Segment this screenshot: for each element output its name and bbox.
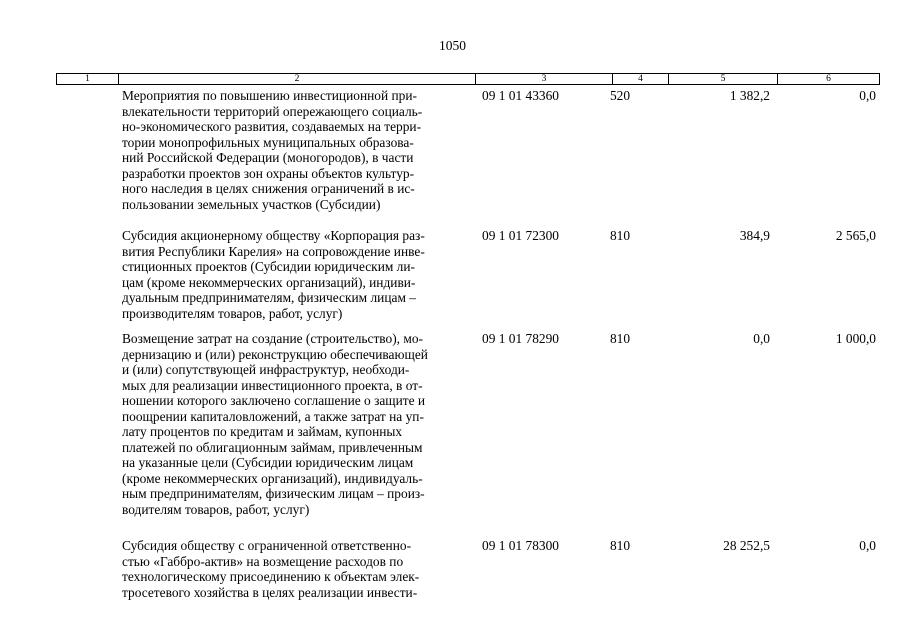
column-header-3: 3 [475, 74, 612, 84]
row-expense-type: 810 [609, 538, 631, 553]
row-value-year-2: 0,0 [859, 538, 876, 553]
row-value-year-2: 0,0 [859, 88, 876, 103]
column-header-4: 4 [612, 74, 668, 84]
row-expense-type: 520 [609, 88, 631, 103]
column-header-5: 5 [668, 74, 777, 84]
row-expense-type: 810 [609, 331, 631, 346]
page-number: 1050 [439, 38, 466, 53]
column-header-2: 2 [118, 74, 475, 84]
row-value-year-1: 28 252,5 [723, 538, 770, 553]
row-expense-type: 810 [609, 228, 631, 243]
row-value-year-2: 1 000,0 [835, 331, 876, 346]
row-value-year-1: 384,9 [739, 228, 770, 243]
row-target-code: 09 1 01 72300 [482, 228, 559, 243]
row-target-code: 09 1 01 78290 [482, 331, 559, 346]
column-header-6: 6 [777, 74, 879, 84]
row-value-year-1: 0,0 [753, 331, 770, 346]
table-header-row [56, 73, 880, 85]
row-target-code: 09 1 01 78300 [482, 538, 559, 553]
row-description: Мероприятия по повышению инвестиционной при- влекательности территорий опережающего социаль- но-экономического развития, создаваемых на терри- тории монопрофильных муниципальных образова- ний Российской Федерации (моногородов), в части разработки проектов зон охраны объектов культур- ного наследия в целях снижения ограничений в ис- пользовании земельных участков (Субсидии) [122, 88, 423, 212]
row-value-year-1: 1 382,2 [729, 88, 770, 103]
column-header-1: 1 [85, 74, 90, 84]
row-description: Возмещение затрат на создание (строительство), мо- дернизацию и (или) реконструкцию обеспечивающей и (или) сопутствующей инфраструктур, необходи- мых для реализации инвестиционного проекта, в от- ношении которого заключено соглашение о защите и поощрении капиталовложений, а также затрат на уп- лату процентов по кредитам и займам, купонных платежей по облигационным займам, привлеченным на указанные цели (Субсидии юридическим лицам (кроме некоммерческих организаций), индивидуаль- ным предпринимателям, физическим лицам – произ- водителям товаров, работ, услуг) [122, 331, 428, 517]
row-value-year-2: 2 565,0 [835, 228, 876, 243]
row-description: Субсидия обществу с ограниченной ответственно- стью «Габбро-актив» на возмещение расходов по технологическому присоединению к объектам элек- тросетевого хозяйства в целях реализации инвести- [122, 538, 420, 600]
row-description: Субсидия акционерному обществу «Корпорация раз- вития Республики Карелия» на сопровождение инве- стиционных проектов (Субсидии юридическим ли- цам (кроме некоммерческих организаций), индиви- дуальным предпринимателям, физическим лицам – производителям товаров, работ, услуг) [122, 228, 425, 321]
row-target-code: 09 1 01 43360 [482, 88, 559, 103]
